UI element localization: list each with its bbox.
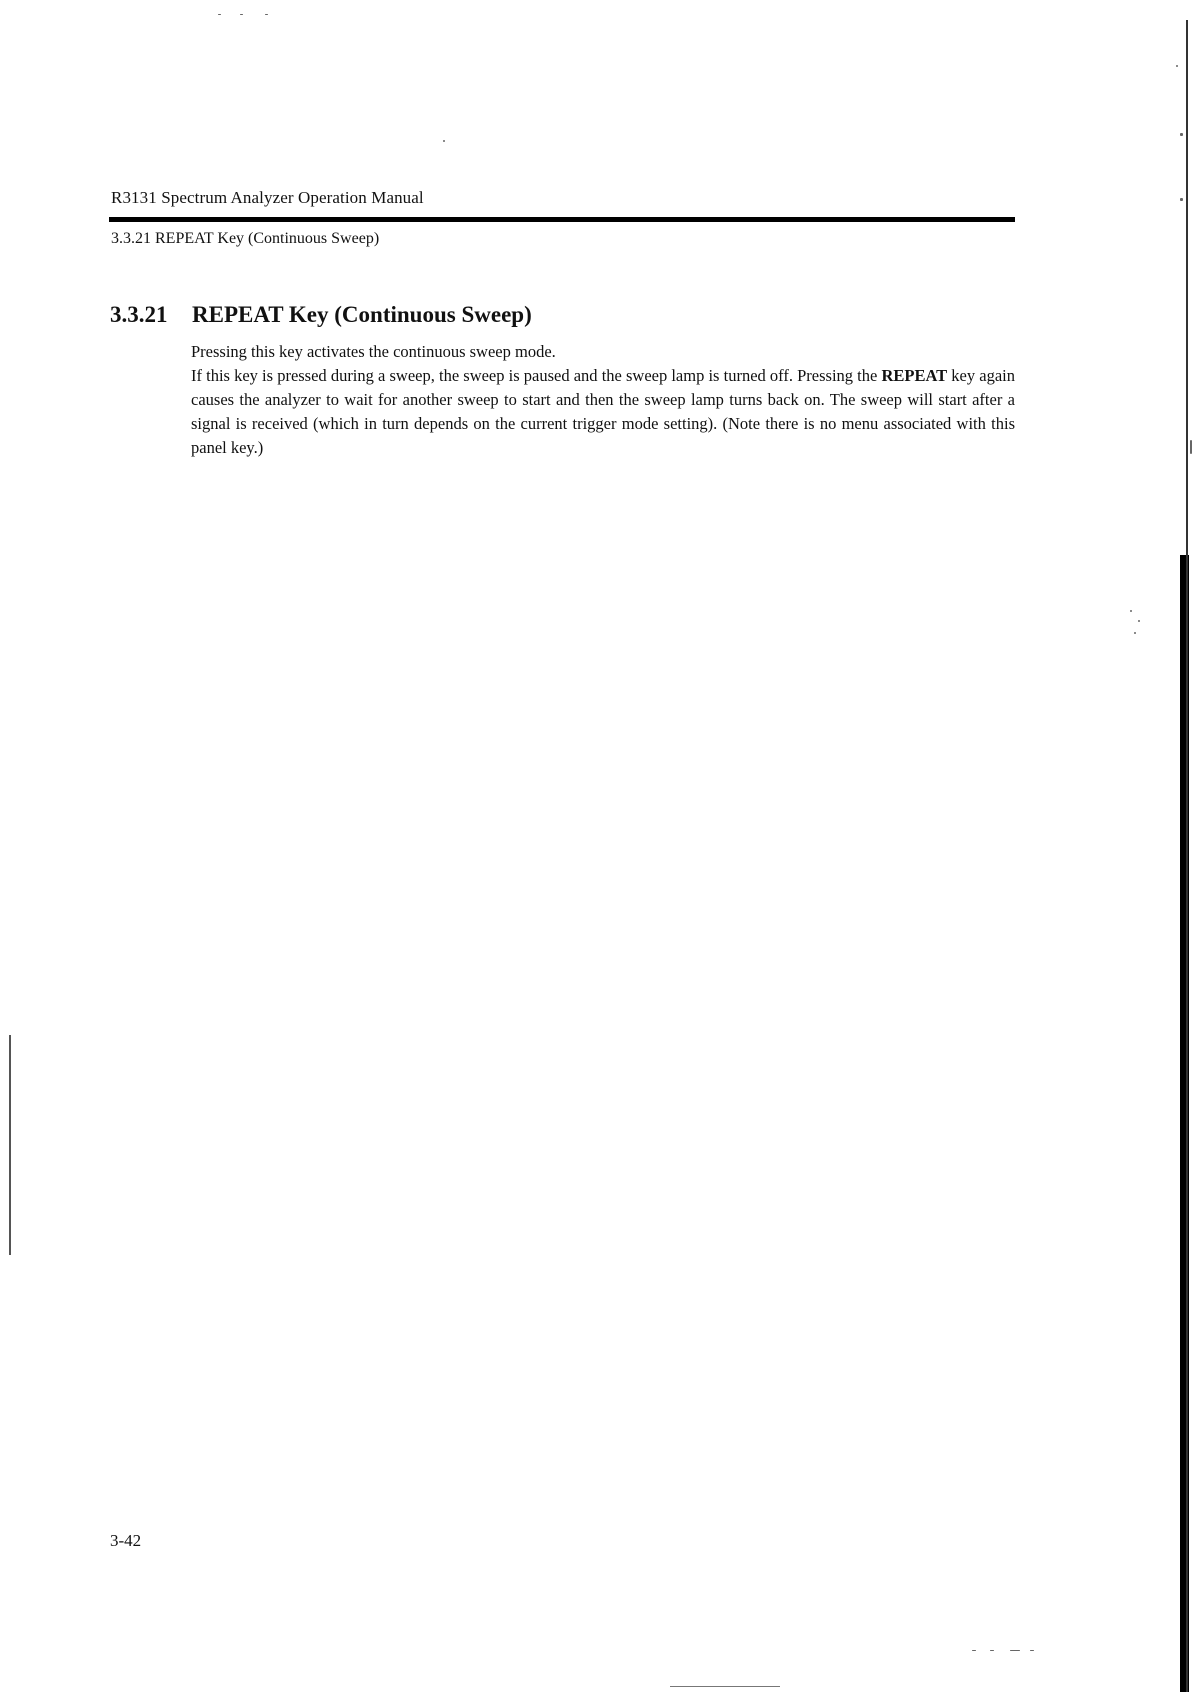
scan-speck — [443, 140, 445, 142]
scan-speck — [972, 1650, 976, 1651]
section-heading — [110, 302, 532, 328]
paragraph-2-part-1: If this key is pressed during a sweep, the sweep is paused and the sweep lamp is turned off. Pressing the — [191, 366, 882, 385]
body-text — [191, 340, 1015, 460]
scan-speck — [1176, 65, 1178, 67]
scan-speck — [218, 14, 221, 15]
section-title: REPEAT Key (Continuous Sweep) — [192, 302, 532, 327]
scan-left-mark — [9, 1035, 11, 1255]
scan-speck — [1130, 610, 1132, 612]
scan-speck — [265, 14, 268, 15]
section-number: 3.3.21 — [110, 302, 168, 327]
paragraph-2 — [191, 364, 1015, 460]
scan-bottom-line — [670, 1686, 780, 1687]
scan-speck — [1180, 133, 1183, 136]
scan-speck — [1030, 1650, 1034, 1651]
paragraph-1: Pressing this key activates the continuous sweep mode. — [191, 342, 556, 361]
header-rule — [109, 217, 1015, 222]
running-subheader: 3.3.21 REPEAT Key (Continuous Sweep) — [111, 230, 380, 247]
page-number: 3-42 — [110, 1531, 142, 1550]
scan-speck — [1138, 620, 1140, 622]
repeat-key-label: REPEAT — [881, 366, 948, 385]
scan-speck — [1134, 632, 1136, 634]
scan-speck — [1010, 1650, 1020, 1651]
scan-speck — [1180, 198, 1183, 201]
scan-speck — [990, 1650, 994, 1651]
scan-edge-line — [1186, 20, 1188, 1692]
scan-speck — [1190, 440, 1192, 454]
running-header: R3131 Spectrum Analyzer Operation Manual — [111, 188, 424, 207]
scan-speck — [240, 14, 243, 15]
paragraph-2-part-2: key again causes the analyzer to wait for another sweep to start and then the sweep lamp turns back on. The sweep will start after a signal is received (which in turn depends on the current trigger mode setting). (Note there is no menu associated with this panel key.) — [191, 366, 1015, 457]
